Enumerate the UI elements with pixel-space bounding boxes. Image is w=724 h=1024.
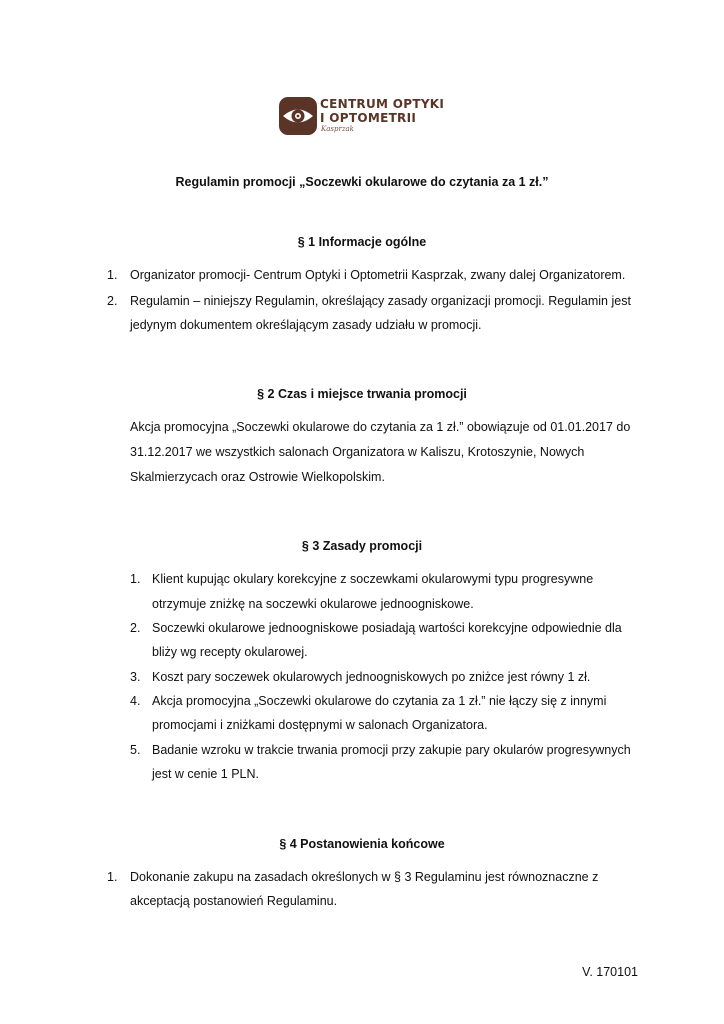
section3-item5-line1: Badanie wzroku w trakcie trwania promocji przy zakupie pary okularów progresywnych	[152, 743, 631, 757]
section3-heading: § 3 Zasady promocji	[301, 539, 423, 553]
logo-signature: Kasprzak	[321, 125, 354, 133]
section3-item5-line2: jest w cenie 1 PLN.	[152, 767, 259, 781]
company-logo	[279, 97, 449, 135]
section3-item2-number: 2.	[130, 621, 141, 635]
section1-item2-line1: Regulamin – niniejszy Regulamin, określający zasady organizacji promocji. Regulamin jest	[130, 294, 631, 308]
section4-item1-number: 1.	[107, 870, 118, 884]
logo-text-line1: CENTRUM OPTYKI	[320, 97, 445, 111]
section3-item3-line1: Koszt pary soczewek okularowych jednoogniskowych po zniżce jest równy 1 zł.	[152, 670, 591, 684]
version-label: V. 170101	[582, 965, 638, 979]
section3-item1-number: 1.	[130, 572, 141, 586]
logo-text-line2: I OPTOMETRII	[320, 111, 417, 125]
section1-item1-number: 1.	[107, 268, 118, 282]
section4-heading: § 4 Postanowienia końcowe	[279, 837, 445, 851]
section3-item4-number: 4.	[130, 694, 141, 708]
section4-item1-line1: Dokonanie zakupu na zasadach określonych w § 3 Regulaminu jest równoznaczne z	[130, 870, 599, 884]
section3-item1-line2: otrzymuje zniżkę na soczewki okularowe jednoogniskowe.	[152, 597, 474, 611]
section4-item1-line2: akceptacją postanowień Regulaminu.	[130, 894, 338, 908]
section1-item1-line1: Organizator promocji- Centrum Optyki i Optometrii Kasprzak, zwany dalej Organizatorem.	[130, 268, 626, 282]
section2-line2: 31.12.2017 we wszystkich salonach Organizatora w Kaliszu, Krotoszynie, Nowych	[130, 445, 585, 459]
section2-line3: Skalmierzycach oraz Ostrowie Wielkopolskim.	[130, 470, 385, 484]
section3-item4-line2: promocjami i zniżkami dostępnymi w salonach Organizatora.	[152, 718, 488, 732]
eye-logo-icon	[279, 97, 317, 135]
section3-item2-line1: Soczewki okularowe jednoogniskowe posiadają wartości korekcyjne odpowiednie dla	[152, 621, 622, 635]
section3-item4-line1: Akcja promocyjna „Soczewki okularowe do czytania za 1 zł.” nie łączy się z innymi	[152, 694, 607, 708]
section1-item2-line2: jedynym dokumentem określającym zasady udziału w promocji.	[130, 318, 482, 332]
section1-heading: § 1 Informacje ogólne	[297, 235, 427, 249]
document-title: Regulamin promocji „Soczewki okularowe do czytania za 1 zł.”	[175, 175, 549, 189]
section3-item2-line2: bliży wg recepty okularowej.	[152, 645, 308, 659]
section3-item3-number: 3.	[130, 670, 141, 684]
section3-item1-line1: Klient kupując okulary korekcyjne z soczewkami okularowymi typu progresywne	[152, 572, 594, 586]
section3-item5-number: 5.	[130, 743, 141, 757]
section2-line1: Akcja promocyjna „Soczewki okularowe do czytania za 1 zł.” obowiązuje od 01.01.2017 do	[130, 420, 631, 434]
section2-heading: § 2 Czas i miejsce trwania promocji	[257, 387, 467, 401]
section1-item2-number: 2.	[107, 294, 118, 308]
